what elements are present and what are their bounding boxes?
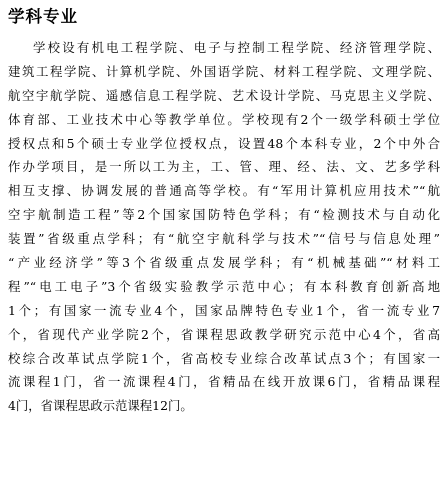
text-line: 学校设有机电工程学院、电子与控制工程学院、经济管理学院、 <box>33 40 440 55</box>
section-body <box>8 36 440 418</box>
text-line: 4门，省课程思政示范课程12门。 <box>8 398 193 414</box>
text-line: 建筑工程学院、计算机学院、外国语学院、材料工程学院、文理学院、 <box>8 63 440 79</box>
text-line: “产业经济学”等3个省级重点发展学科；有“机械基础”“材料工 <box>8 255 440 271</box>
text-line: 航空宇航学院、遥感信息工程学院、艺术设计学院、马克思主义学院、 <box>8 87 440 103</box>
text-line: 程”“电工电子”3个省级实验教学示范中心；有本科教育创新高地 <box>8 278 440 294</box>
text-line: 1个；有国家一流专业4个，国家品牌特色专业1个，省一流专业7 <box>8 302 440 318</box>
text-line: 空宇航制造工程”等2个国家国防特色学科；有“检测技术与自动化 <box>8 207 440 223</box>
text-line: 流课程1门，省一流课程4门，省精品在线开放课6门，省精品课程 <box>8 374 440 390</box>
section-title: 学科专业 <box>8 7 78 26</box>
text-line: 个，省现代产业学院2个，省课程思政教学研究示范中心4个，省高 <box>8 326 440 342</box>
text-line: 相互支撑、协调发展的普通高等学校。有“军用计算机应用技术”“航 <box>8 183 440 199</box>
text-line: 装置”省级重点学科；有“航空宇航科学与技术”“信号与信息处理” <box>8 231 440 247</box>
text-line: 作办学项目，是一所以工为主，工、管、理、经、法、文、艺多学科 <box>8 159 440 175</box>
text-line: 授权点和5个硕士专业学位授权点，设置48个本科专业，2个中外合 <box>8 135 440 151</box>
text-line: 体育部、工业技术中心等教学单位。学校现有2个一级学科硕士学位 <box>8 111 440 127</box>
text-line: 校综合改革试点学院1个，省高校专业综合改革试点3个；有国家一 <box>8 350 440 366</box>
